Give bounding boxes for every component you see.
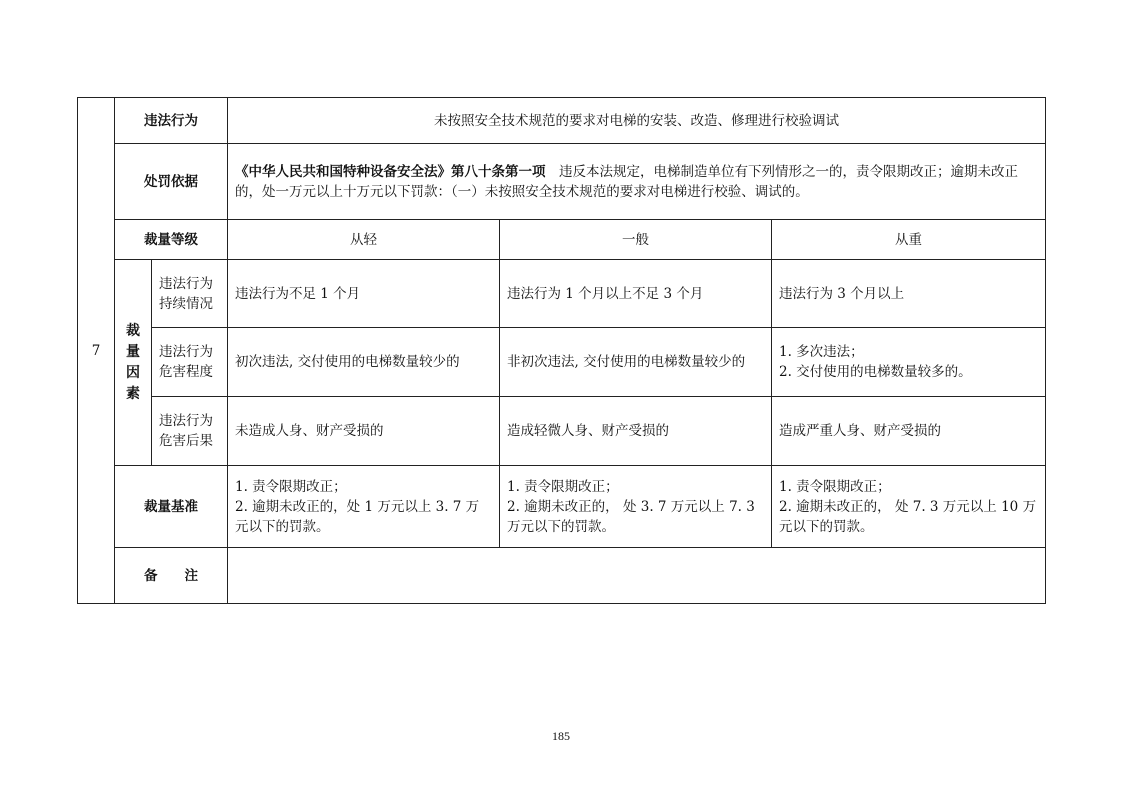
factor-degree-row bbox=[78, 328, 1046, 397]
standard-light: 1. 责令限期改正； 2. 逾期未改正的，处 1 万元以上 3. 7 万元以下的罚款。 bbox=[228, 466, 500, 548]
page-number: 185 bbox=[552, 729, 570, 743]
factor-consequence-row bbox=[78, 397, 1046, 466]
law-citation: 《中华人民共和国特种设备安全法》第八十条第一项 bbox=[235, 163, 546, 180]
degree-general: 非初次违法, 交付使用的电梯数量较少的 bbox=[500, 328, 772, 397]
duration-general: 违法行为 1 个月以上不足 3 个月 bbox=[500, 260, 772, 328]
factors-label-char: 量 bbox=[126, 343, 140, 360]
violation-row bbox=[78, 98, 1046, 144]
standard-label: 裁量基准 bbox=[115, 466, 228, 548]
basis-row bbox=[78, 144, 1046, 220]
violation-text: 未按照安全技术规范的要求对电梯的安装、改造、修理进行校验调试 bbox=[228, 98, 1046, 144]
factors-label-char: 裁 bbox=[126, 322, 140, 339]
standard-row bbox=[78, 466, 1046, 548]
factors-label-char: 素 bbox=[126, 385, 140, 402]
levels-label: 裁量等级 bbox=[115, 220, 228, 260]
duration-light: 违法行为不足 1 个月 bbox=[228, 260, 500, 328]
consequence-light: 未造成人身、财产受损的 bbox=[228, 397, 500, 466]
basis-text: 违反本法规定，电梯制造单位有下列情形之一的，责令限期改正；逾期未改正的，处一万元以上十万元以下罚款：（一）未按照安全技术规范的要求对电梯进行校验、调试的。 bbox=[235, 163, 1018, 200]
duration-heavy: 违法行为 3 个月以上 bbox=[772, 260, 1046, 328]
levels-row bbox=[78, 220, 1046, 260]
degree-label: 违法行为 危害程度 bbox=[152, 328, 228, 397]
consequence-label: 违法行为 危害后果 bbox=[152, 397, 228, 466]
level-general: 一般 bbox=[500, 220, 772, 260]
remarks-row bbox=[78, 548, 1046, 604]
violation-label: 违法行为 bbox=[115, 98, 228, 144]
remarks-text bbox=[228, 548, 1046, 604]
factors-label bbox=[115, 260, 152, 466]
standard-general: 1. 责令限期改正； 2. 逾期未改正的， 处 3. 7 万元以上 7. 3 万元以下的罚款。 bbox=[500, 466, 772, 548]
standard-heavy: 1. 责令限期改正； 2. 逾期未改正的， 处 7. 3 万元以上 10 万元以下的罚款。 bbox=[772, 466, 1046, 548]
penalty-discretion-table bbox=[77, 97, 1046, 604]
consequence-heavy: 造成严重人身、财产受损的 bbox=[772, 397, 1046, 466]
factors-label-char: 因 bbox=[126, 364, 140, 381]
remarks-label: 备 注 bbox=[115, 548, 228, 604]
level-light: 从轻 bbox=[228, 220, 500, 260]
degree-light: 初次违法, 交付使用的电梯数量较少的 bbox=[228, 328, 500, 397]
basis-cell bbox=[228, 144, 1046, 220]
duration-label: 违法行为 持续情况 bbox=[152, 260, 228, 328]
degree-heavy: 1. 多次违法； 2. 交付使用的电梯数量较多的。 bbox=[772, 328, 1046, 397]
basis-label: 处罚依据 bbox=[115, 144, 228, 220]
factor-duration-row bbox=[78, 260, 1046, 328]
item-number: 7 bbox=[78, 98, 115, 604]
consequence-general: 造成轻微人身、财产受损的 bbox=[500, 397, 772, 466]
level-heavy: 从重 bbox=[772, 220, 1046, 260]
